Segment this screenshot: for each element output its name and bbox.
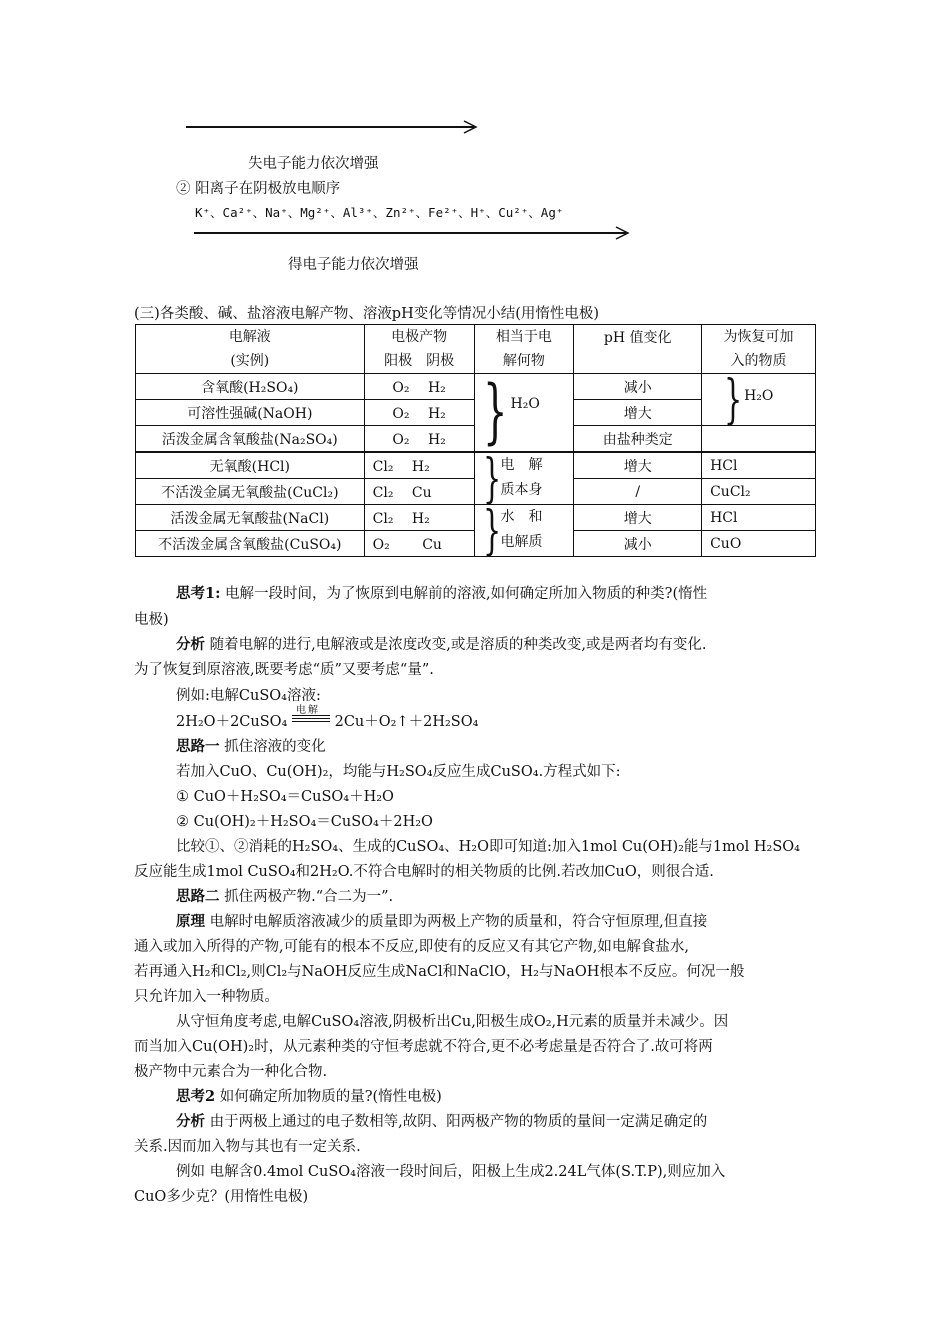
cell-products: O₂ H₂ (364, 374, 474, 400)
header-products: 电极产物 阳极 阴极 (364, 325, 474, 374)
cell-restore-group1: } H₂O (702, 374, 816, 426)
cell-products: Cl₂ H₂ (364, 505, 474, 531)
analysis2-line2: 关系.因而加入物与其也有一定关系. (134, 1139, 361, 1155)
idea1 (176, 735, 326, 756)
principle-line1 (176, 910, 707, 931)
equation-left: 2H₂O＋2CuSO₄ (176, 714, 288, 730)
cell-ph: 由盐种类定 (574, 426, 702, 453)
principle-line3: 若再通入H₂和Cl₂,则Cl₂与NaOH反应生成NaCl和NaClO，H₂与NaOH根本不反应。何况一般 (134, 964, 745, 980)
conservation-line2: 而当加入Cu(OH)₂时，从元素种类的守恒考虑就不符合,更不必考虑量是否符合了.故可将两 (134, 1039, 713, 1055)
cell-ph: 减小 (574, 531, 702, 557)
analysis1-line1 (176, 633, 707, 654)
cell-ph: 增大 (574, 400, 702, 426)
cell-electrolyte: 可溶性强碱(NaOH) (136, 400, 365, 426)
cell-electrolyte: 活泼金属无氧酸盐(NaCl) (136, 505, 365, 531)
cation-heading: ② 阳离子在阴极放电顺序 (176, 181, 341, 197)
table-row (136, 505, 816, 531)
table-row (136, 452, 816, 479)
header-restore: 为恢复可加 入的物质 (702, 325, 816, 374)
cell-products: O₂ H₂ (364, 400, 474, 426)
principle-label: 原理 (176, 913, 205, 930)
think1-line2: 电极) (134, 612, 169, 628)
cell-products: O₂ Cu (364, 531, 474, 557)
think1-label: 思考1: (176, 585, 221, 602)
cell-ph: 增大 (574, 452, 702, 479)
cell-restore: HCl (702, 452, 816, 479)
brace-icon: } (482, 449, 501, 509)
think2 (176, 1085, 442, 1106)
idea1-label: 思路一 (176, 738, 220, 755)
compare-line2: 反应能生成1mol CuSO₄和2H₂O.不符合电解时的相关物质的比例.若改加CuO，则很合适. (134, 864, 714, 880)
analysis2-text: 由于两极上通过的电子数相等,故阴、阳两极产物的物质的量间一定满足确定的 (205, 1114, 708, 1130)
cell-restore (702, 426, 816, 453)
cell-ph: 增大 (574, 505, 702, 531)
idea1-body-1: 若加入CuO、Cu(OH)₂，均能与H₂SO₄反应生成CuSO₄.方程式如下: (176, 764, 621, 780)
cell-equivalent-group2: } 电 解 质本身 (474, 452, 574, 505)
cell-electrolyte: 活泼金属含氧酸盐(Na₂SO₄) (136, 426, 365, 453)
cation-series: K⁺、Ca²⁺、Na⁺、Mg²⁺、Al³⁺、Zn²⁺、Fe²⁺、H⁺、Cu²⁺、Ag⁺ (195, 205, 564, 220)
cell-electrolyte: 含氧酸(H₂SO₄) (136, 374, 365, 400)
example2-line2: CuO多少克？(用惰性电极) (134, 1189, 309, 1205)
cell-restore: CuO (702, 531, 816, 557)
idea2-text: 抓住两极产物.“合二为一”. (219, 889, 394, 905)
conservation-line1: 从守恒角度考虑,电解CuSO₄溶液,阴极析出Cu,阳极生成O₂,H元素的质量并未减少。因 (176, 1014, 729, 1030)
arrowhead-2-icon (614, 226, 630, 240)
arrow1-caption: 失电子能力依次增强 (248, 156, 379, 172)
analysis2-label: 分析 (176, 1113, 205, 1130)
equation-condition: 电解 (295, 705, 320, 716)
idea1-body-3: ② Cu(OH)₂＋H₂SO₄＝CuSO₄＋2H₂O (176, 814, 433, 830)
electrolysis-summary-table (135, 324, 816, 561)
example2-line1: 例如 电解含0.4mol CuSO₄溶液一段时间后，阳极上生成2.24L气体(S.T.P),则应加入 (176, 1164, 726, 1180)
cell-equivalent-group3: } 水 和 电解质 (474, 505, 574, 557)
analysis1-text: 随着电解的进行,电解液或是浓度改变,或是溶质的种类改变,或是两者均有变化. (205, 637, 707, 653)
cell-ph: 减小 (574, 374, 702, 400)
think1-text: 电解一段时间，为了恢原到电解前的溶液,如何确定所加入物质的种类?(惰性 (220, 586, 708, 602)
brace-icon: } (482, 370, 508, 452)
brace-icon: } (724, 370, 743, 430)
principle-line4: 只允许加入一种物质。 (134, 989, 279, 1005)
cell-products: Cl₂ Cu (364, 479, 474, 505)
think1-line1 (176, 582, 707, 603)
compare-line1: 比较①、②消耗的H₂SO₄、生成的CuSO₄、H₂O即可知道:加入1mol Cu(OH)₂能与1mol H₂SO₄ (176, 839, 800, 855)
brace-icon: } (482, 501, 501, 561)
cell-restore: HCl (702, 505, 816, 531)
arrow2-caption: 得电子能力依次增强 (288, 257, 419, 273)
idea1-body-2: ① CuO＋H₂SO₄＝CuSO₄＋H₂O (176, 789, 394, 805)
section-title: (三)各类酸、碱、盐溶液电解产物、溶液pH变化等情况小结(用惰性电极) (134, 306, 600, 322)
arrowhead-1-icon (462, 120, 478, 134)
electrolysis-equation (176, 705, 479, 731)
cell-equivalent-group1: } H₂O (474, 374, 574, 453)
analysis2-line1 (176, 1110, 707, 1131)
table-row (136, 374, 816, 400)
idea2 (176, 885, 393, 906)
order-arrow-1 (186, 126, 474, 128)
principle-line2: 通入或加入所得的产物,可能有的根本不反应,即使有的反应又有其它产物,如电解食盐水, (134, 939, 689, 955)
cell-products: O₂ H₂ (364, 426, 474, 453)
order-arrow-2 (194, 232, 626, 234)
example-intro: 例如:电解CuSO₄溶液: (176, 688, 321, 704)
think2-label: 思考2 (176, 1088, 216, 1105)
cell-products: Cl₂ H₂ (364, 452, 474, 479)
principle-text: 电解时电解质溶液减少的质量即为两极上产物的质量和，符合守恒原理,但直接 (205, 914, 708, 930)
analysis1-label: 分析 (176, 636, 205, 653)
header-electrolyte: 电解液 (实例) (136, 325, 365, 374)
idea2-label: 思路二 (176, 888, 220, 905)
analysis1-line2: 为了恢复到原溶液,既要考虑“质”又要考虑“量”. (134, 662, 434, 678)
conservation-line3: 极产物中元素合为一种化合物. (134, 1064, 328, 1080)
header-ph: pH 值变化 (574, 325, 702, 374)
idea1-text: 抓住溶液的变化 (219, 739, 326, 755)
cell-electrolyte: 无氧酸(HCl) (136, 452, 365, 479)
think2-text: 如何确定所加物质的量?(惰性电极) (215, 1089, 442, 1105)
cell-electrolyte: 不活泼金属含氧酸盐(CuSO₄) (136, 531, 365, 557)
equation-right: 2Cu＋O₂↑＋2H₂SO₄ (334, 714, 479, 730)
cell-ph: / (574, 479, 702, 505)
cell-electrolyte: 不活泼金属无氧酸盐(CuCl₂) (136, 479, 365, 505)
header-equivalent: 相当于电 解何物 (474, 325, 574, 374)
cell-restore: CuCl₂ (702, 479, 816, 505)
